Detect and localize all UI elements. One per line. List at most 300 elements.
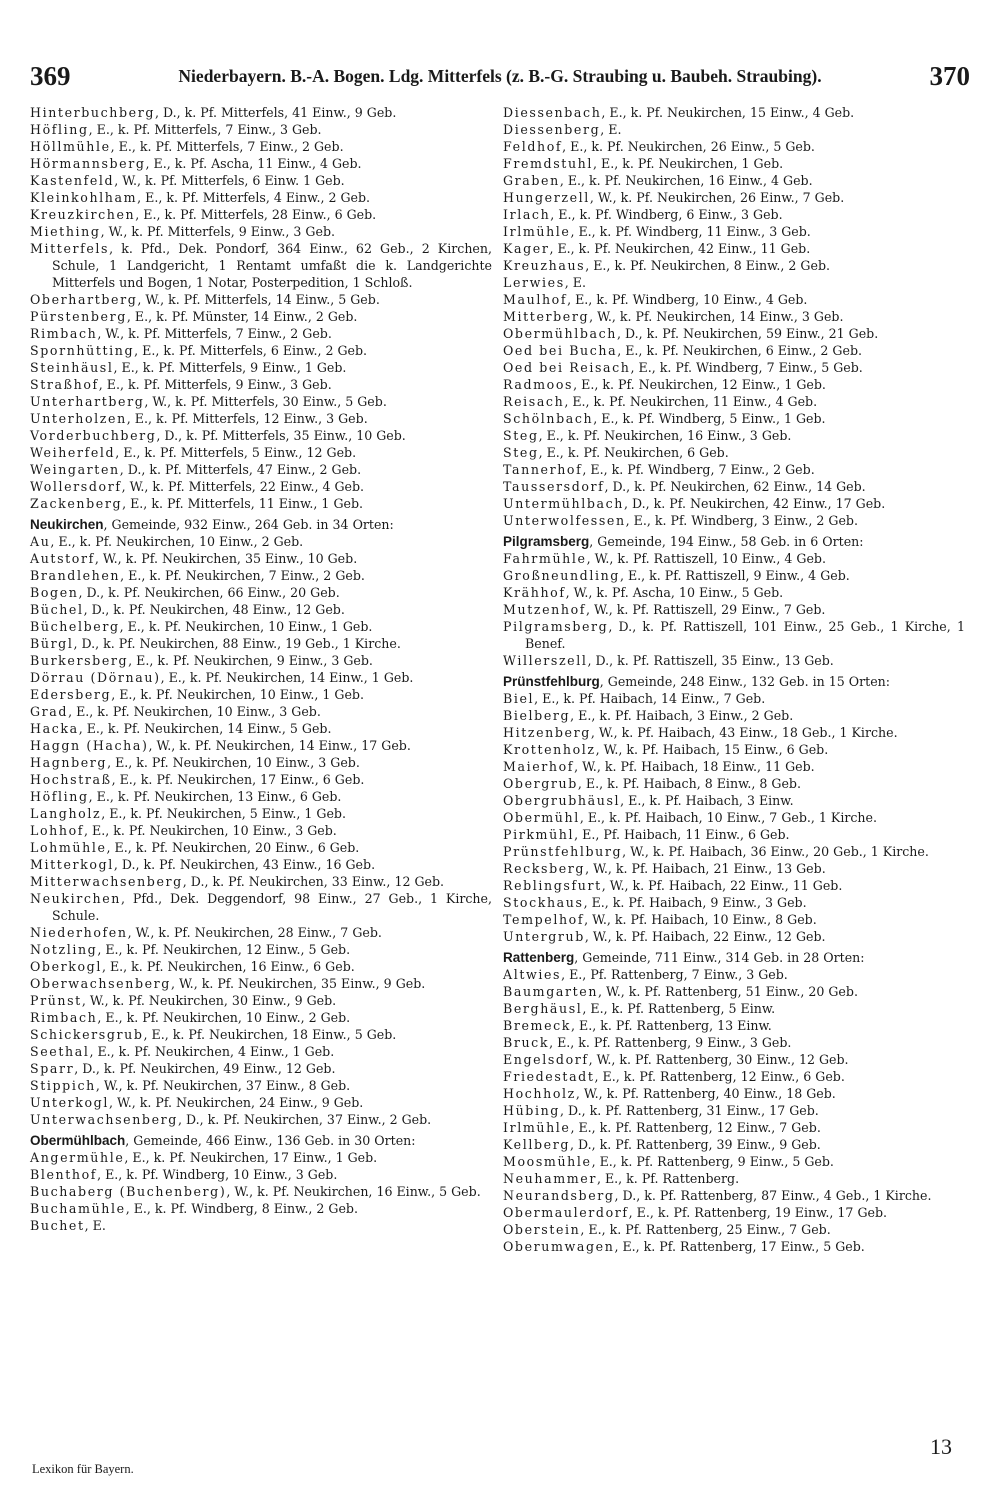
place-name: Tannerhof [503, 462, 583, 477]
place-details: , W., k. Pf. Neukirchen, 24 Einw., 9 Geb. [108, 1095, 364, 1110]
place-details: , E., k. Pf. Neukirchen, 18 Einw., 5 Geb. [143, 1027, 397, 1042]
place-details: , Gemeinde, 711 Einw., 314 Geb. in 28 Orten: [574, 950, 865, 965]
place-details: , E., k. Pf. Mitterfels, 7 Einw., 3 Geb. [88, 122, 322, 137]
place-details: , E., k. Pf. Neukirchen, 16 Einw., 4 Geb. [559, 173, 813, 188]
place-name: Burkersberg [30, 653, 129, 668]
place-name: Engelsdorf [503, 1052, 589, 1067]
place-details: , W., k. Pf. Neukirchen, 26 Einw., 7 Geb. [589, 190, 845, 205]
place-name: Krähhof [503, 585, 566, 600]
place-name: Irlmühle [503, 224, 571, 239]
gazetteer-entry [30, 393, 492, 410]
place-name: Friedestadt [503, 1069, 595, 1084]
place-name: Neukirchen [30, 891, 121, 906]
place-details: , E., k. Pf. Rattenberg, 9 Einw., 5 Geb. [591, 1154, 834, 1169]
gazetteer-entry [30, 1043, 492, 1060]
gazetteer-entry [30, 737, 492, 754]
place-name: Prünstfehlburg [503, 674, 600, 689]
gazetteer-entry [30, 822, 492, 839]
place-details: , D., k. Pf. Mitterfels, 41 Einw., 9 Geb. [155, 105, 397, 120]
gazetteer-entry [503, 809, 965, 826]
place-details: , D., k. Pf. Rattenberg, 31 Einw., 17 Geb. [559, 1103, 819, 1118]
place-name: Hungerzell [503, 190, 590, 205]
place-details: , E., Pf. Haibach, 11 Einw., 6 Geb. [574, 827, 790, 842]
gazetteer-entry [503, 291, 965, 308]
gazetteer-entry [503, 1034, 965, 1051]
gazetteer-entry [503, 512, 965, 529]
gazetteer-entry [30, 1094, 492, 1111]
gazetteer-entry [30, 703, 492, 720]
place-details: , D., k. Pf. Neukirchen, 62 Einw., 14 Geb. [604, 479, 866, 494]
place-name: Fahrmühle [503, 551, 587, 566]
place-details: , W., k. Pf. Ascha, 10 Einw., 5 Geb. [565, 585, 784, 600]
place-details: , W., k. Pf. Mitterfels, 30 Einw., 5 Geb. [144, 394, 387, 409]
place-name: Obermühlbach [503, 326, 617, 341]
gazetteer-entry [503, 1136, 965, 1153]
place-name: Hochstraß [30, 772, 112, 787]
place-details: , E., k. Pf. Neukirchen, 5 Einw., 1 Geb. [101, 806, 346, 821]
place-name: Angermühle [30, 1150, 125, 1165]
gazetteer-entry [30, 1060, 492, 1077]
place-details: , D., k. Pf. Neukirchen, 37 Einw., 2 Geb. [177, 1112, 432, 1127]
gazetteer-entry [30, 410, 492, 427]
gazetteer-entry [30, 444, 492, 461]
place-name: Großneundling [503, 568, 620, 583]
place-details: , E., k. Pf. Neukirchen, 14 Einw., 5 Geb. [78, 721, 332, 736]
gazetteer-entry [30, 924, 492, 941]
place-details: , W., k. Pf. Rattenberg, 30 Einw., 12 Geb. [588, 1052, 849, 1067]
gazetteer-entry [503, 550, 965, 567]
place-details: , E., k. Pf. Neukirchen, 8 Einw., 2 Geb. [585, 258, 831, 273]
place-name: Hinterbuchberg [30, 105, 155, 120]
place-name: Unterwolfessen [503, 513, 626, 528]
gazetteer-entry [30, 359, 492, 376]
gazetteer-entry [30, 1077, 492, 1094]
place-details: , W., k. Pf. Mitterfels, 6 Einw. 1 Geb. [114, 173, 345, 188]
gazetteer-entry [503, 444, 965, 461]
place-details: , W., k. Pf. Rattenberg, 40 Einw., 18 Geb. [575, 1086, 836, 1101]
place-details: , E., k. Pf. Rattenberg, 12 Einw., 6 Geb. [594, 1069, 845, 1084]
place-name: Rattenberg [503, 950, 575, 965]
place-name: Kleinkohlham [30, 190, 138, 205]
place-details: , E., k. Pf. Neukirchen, 14 Einw., 1 Geb. [160, 670, 414, 685]
place-name: Obergrubhäusl [503, 793, 621, 808]
place-details: , E., k. Pf. Rattenberg, 12 Einw., 7 Geb. [570, 1120, 821, 1135]
place-name: Unterholzen [30, 411, 127, 426]
place-details: , E., k. Pf. Neukirchen, 13 Einw., 6 Geb. [88, 789, 342, 804]
place-details: , W., k. Pf. Neukirchen, 37 Einw., 8 Geb. [95, 1078, 351, 1093]
place-name: Mitterfels [30, 241, 110, 256]
place-name: Mutzenhof [503, 602, 587, 617]
place-details: , E., k. Pf. Windberg, 8 Einw., 2 Geb. [125, 1201, 358, 1216]
place-details: , D., k. Pf. Neukirchen, 48 Einw., 12 Geb. [83, 602, 345, 617]
place-details: , W., k. Pf. Mitterfels, 22 Einw., 4 Geb. [121, 479, 365, 494]
place-details: , E., k. Pf. Neukirchen, 10 Einw., 2 Geb. [50, 534, 304, 549]
place-details: , E., k. Pf. Mitterfels, 28 Einw., 6 Geb. [135, 207, 377, 222]
gazetteer-entry [30, 941, 492, 958]
gazetteer-entry [503, 1017, 965, 1034]
place-details: , W., k. Pf. Haibach, 36 Einw., 20 Geb., 1 Kirche. [622, 844, 929, 859]
place-details: , W., k. Pf. Neukirchen, 30 Einw., 9 Geb. [81, 993, 337, 1008]
place-details: , E., k. Pf. Ascha, 11 Einw., 4 Geb. [145, 156, 362, 171]
place-name: Reisach [503, 394, 565, 409]
place-name: Irlmühle [503, 1120, 571, 1135]
place-details: , E., k. Pf. Haibach, 8 Einw., 8 Geb. [577, 776, 801, 791]
place-name: Brandlehen [30, 568, 121, 583]
place-details: , E., k. Pf. Neukirchen, 4 Einw., 1 Geb. [89, 1044, 335, 1059]
place-name: Radmoos [503, 377, 574, 392]
place-details: , E., k. Pf. Mitterfels, 12 Einw., 3 Geb. [126, 411, 368, 426]
place-name: Stockhaus [503, 895, 584, 910]
place-name: Diessenbach [503, 105, 602, 120]
municipality-heading [503, 949, 965, 966]
gazetteer-entry [503, 240, 965, 257]
place-details: , E., k. Pf. Neukirchen, 17 Einw., 1 Geb. [124, 1150, 378, 1165]
place-details: , E., k. Pf. Haibach, 3 Einw., 2 Geb. [570, 708, 794, 723]
place-name: Hörmannsberg [30, 156, 146, 171]
place-name: Diessenberg [503, 122, 601, 137]
place-details: , E., k. Pf. Neukirchen, 10 Einw., 1 Geb. [111, 687, 364, 702]
gazetteer-entry [30, 1200, 492, 1217]
place-name: Au [30, 534, 51, 549]
place-details: , Gemeinde, 248 Einw., 132 Geb. in 15 Orten: [599, 674, 890, 689]
place-details: , W., k. Pf. Haibach, 43 Einw., 18 Geb., 1 Kirche. [590, 725, 898, 740]
gazetteer-entry [30, 1217, 492, 1234]
place-details: , W., k. Pf. Neukirchen, 16 Einw., 5 Geb. [226, 1184, 481, 1199]
gazetteer-entry [503, 138, 965, 155]
place-details: , E., k. Pf. Haibach, 14 Einw., 7 Geb. [534, 691, 766, 706]
place-name: Weiherfeld [30, 445, 116, 460]
place-name: Moosmühle [503, 1154, 592, 1169]
gazetteer-entry [30, 1183, 492, 1200]
place-details: , E., k. Pf. Mitterfels, 5 Einw., 12 Geb. [115, 445, 357, 460]
gazetteer-entry [503, 1085, 965, 1102]
gazetteer-entry [503, 724, 965, 741]
place-details: , E., k. Pf. Windberg, 7 Einw., 5 Geb. [630, 360, 863, 375]
gazetteer-entry [30, 495, 492, 512]
place-details: , E., k. Pf. Neukirchen, 10 Einw., 3 Geb. [107, 755, 360, 770]
place-details: , E., k. Pf. Mitterfels, 9 Einw., 1 Geb. [113, 360, 347, 375]
gazetteer-entry [30, 138, 492, 155]
place-name: Straßhof [30, 377, 99, 392]
place-name: Taussersdorf [503, 479, 605, 494]
place-details: , Gemeinde, 932 Einw., 264 Geb. in 34 Orten: [103, 517, 394, 532]
place-name: Reblingsfurt [503, 878, 602, 893]
gazetteer-entry [30, 754, 492, 771]
place-details: , k. Pfd., Dek. Pondorf, 364 Einw., 62 Geb., 2 Kirchen, Schule, 1 Landgericht, 1 Rentamt umfaßt die k. Landgerichte Mitterfels und Bogen, 1 Notar, Posterpedition, 1 Schloß. [52, 241, 492, 290]
gazetteer-entry [30, 121, 492, 138]
gazetteer-entry [503, 342, 965, 359]
place-name: Oberumwagen [503, 1239, 615, 1254]
place-name: Neurandsberg [503, 1188, 615, 1203]
place-name: Bogen [30, 585, 79, 600]
place-details: , E., k. Pf. Rattenberg. [596, 1171, 740, 1186]
place-details: , E., k. Pf. Windberg, 5 Einw., 1 Geb. [593, 411, 826, 426]
gazetteer-entry [30, 601, 492, 618]
gazetteer-entry [30, 788, 492, 805]
gazetteer-entry [503, 325, 965, 342]
gazetteer-entry [503, 707, 965, 724]
municipality-heading [30, 516, 492, 533]
place-name: Stippich [30, 1078, 96, 1093]
place-name: Notzling [30, 942, 98, 957]
place-name: Unterwachsenberg [30, 1112, 178, 1127]
place-name: Haggn (Hacha) [30, 738, 149, 753]
gazetteer-entry [503, 376, 965, 393]
place-name: Untergrub [503, 929, 585, 944]
place-name: Hübing [503, 1103, 560, 1118]
place-details: , Pfd., Dek. Deggendorf, 98 Einw., 27 Geb., 1 Kirche, Schule. [52, 891, 492, 923]
place-details: , E., k. Pf. Mitterfels, 4 Einw., 2 Geb. [137, 190, 371, 205]
place-name: Wollersdorf [30, 479, 122, 494]
place-name: Graben [503, 173, 560, 188]
place-details: , W., k. Pf. Rattiszell, 10 Einw., 4 Geb. [586, 551, 826, 566]
gazetteer-entry [503, 1119, 965, 1136]
place-name: Kreuzkirchen [30, 207, 136, 222]
place-name: Miething [30, 224, 101, 239]
gazetteer-entry [30, 652, 492, 669]
place-details: , Gemeinde, 466 Einw., 136 Geb. in 30 Orten: [125, 1133, 416, 1148]
place-details: , D., k. Pf. Neukirchen, 43 Einw., 16 Geb. [113, 857, 376, 872]
place-name: Bruck [503, 1035, 550, 1050]
place-details: , W., k. Pf. Neukirchen, 14 Einw., 3 Geb. [589, 309, 844, 324]
place-details: , E., k. Pf. Rattiszell, 9 Einw., 4 Geb. [619, 568, 850, 583]
place-details: , E., k. Pf. Haibach, 10 Einw., 7 Geb., 1 Kirche. [579, 810, 878, 825]
place-details: , W., k. Pf. Haibach, 22 Einw., 12 Geb. [584, 929, 826, 944]
municipality-heading [503, 673, 965, 690]
gazetteer-entry [30, 172, 492, 189]
place-details: , D., k. Pf. Neukirchen, 66 Einw., 20 Geb. [78, 585, 340, 600]
place-details: , W., k. Pf. Haibach, 18 Einw., 11 Geb. [574, 759, 815, 774]
place-name: Buchaberg (Buchenberg) [30, 1184, 227, 1199]
place-name: Oberkogl [30, 959, 102, 974]
gazetteer-entry [503, 1170, 965, 1187]
place-name: Unterkogl [30, 1095, 109, 1110]
gazetteer-entry [30, 686, 492, 703]
gazetteer-entry [30, 856, 492, 873]
place-details: , E., k. Pf. Neukirchen, 1 Geb. [593, 156, 784, 171]
place-name: Oed bei Bucha [503, 343, 618, 358]
gazetteer-entry [503, 410, 965, 427]
place-details: , E., k. Pf. Neukirchen, 42 Einw., 11 Geb. [549, 241, 811, 256]
place-details: , E., k. Pf. Haibach, 9 Einw., 3 Geb. [583, 895, 807, 910]
gazetteer-entry [30, 427, 492, 444]
place-details: , E., k. Pf. Rattenberg, 5 Einw. [582, 1001, 776, 1016]
place-details: , W., k. Pf. Haibach, 10 Einw., 8 Geb. [584, 912, 817, 927]
place-name: Obergrub [503, 776, 578, 791]
gazetteer-entry [503, 1238, 965, 1255]
place-name: Lohmühle [30, 840, 107, 855]
place-details: , E., k. Pf. Neukirchen, 6 Geb. [538, 445, 729, 460]
gazetteer-entry [503, 792, 965, 809]
place-name: Steg [503, 445, 539, 460]
place-name: Büchel [30, 602, 84, 617]
place-name: Obermaulerdorf [503, 1205, 629, 1220]
place-details: , D., k. Pf. Rattenberg, 87 Einw., 4 Geb., 1 Kirche. [614, 1188, 932, 1203]
place-details: , W., k. Pf. Neukirchen, 28 Einw., 7 Geb. [127, 925, 382, 940]
gazetteer-entry [503, 172, 965, 189]
place-name: Bürgl [30, 636, 74, 651]
place-details: , E., k. Pf. Mitterfels, 6 Einw., 2 Geb. [134, 343, 368, 358]
gazetteer-entry [503, 495, 965, 512]
place-details: , E., k. Pf. Neukirchen, 6 Einw., 2 Geb. [617, 343, 863, 358]
page-number-left: 369 [30, 60, 71, 91]
place-name: Mitterkogl [30, 857, 114, 872]
place-details: , E., k. Pf. Mitterfels, 11 Einw., 1 Geb. [122, 496, 364, 511]
gazetteer-entry [503, 1221, 965, 1238]
gazetteer-entry [30, 189, 492, 206]
place-name: Untermühlbach [503, 496, 624, 511]
place-details: , W., k. Pf. Mitterfels, 7 Einw., 2 Geb. [97, 326, 332, 341]
gazetteer-entry [30, 1009, 492, 1026]
place-name: Oed bei Reisach [503, 360, 631, 375]
place-name: Spornhütting [30, 343, 135, 358]
gazetteer-entry [503, 1102, 965, 1119]
place-name: Neuhammer [503, 1171, 597, 1186]
place-name: Blenthof [30, 1167, 98, 1182]
gazetteer-entry [503, 894, 965, 911]
place-details: , W., k. Pf. Haibach, 15 Einw., 6 Geb. [595, 742, 829, 757]
place-name: Zackenberg [30, 496, 123, 511]
place-name: Höfling [30, 789, 89, 804]
place-details: , E., k. Pf. Neukirchen, 16 Einw., 6 Geb. [101, 959, 355, 974]
municipality-heading [30, 1132, 492, 1149]
place-name: Oberstein [503, 1222, 581, 1237]
gazetteer-entry [30, 771, 492, 788]
place-name: Mitterwachsenberg [30, 874, 183, 889]
page-header [30, 54, 970, 98]
place-details: , D., k. Pf. Neukirchen, 59 Einw., 21 Geb. [617, 326, 879, 341]
place-name: Altwies [503, 967, 562, 982]
place-name: Prünst [30, 993, 82, 1008]
municipality-heading [503, 533, 965, 550]
place-details: , E., k. Pf. Windberg, 10 Einw., 3 Geb. [97, 1167, 338, 1182]
place-details: , E., k. Pf. Neukirchen, 10 Einw., 2 Geb. [97, 1010, 351, 1025]
gazetteer-entry [503, 155, 965, 172]
place-name: Irlach [503, 207, 551, 222]
gazetteer-entry [503, 877, 965, 894]
place-details: , E., k. Pf. Neukirchen, 10 Einw., 3 Geb. [68, 704, 321, 719]
place-name: Kastenfeld [30, 173, 115, 188]
place-name: Unterhartberg [30, 394, 145, 409]
place-name: Kager [503, 241, 550, 256]
place-name: Pürstenberg [30, 309, 127, 324]
place-details: , E., k. Pf. Windberg, 7 Einw., 2 Geb. [582, 462, 815, 477]
gazetteer-entry [503, 257, 965, 274]
place-name: Lerwies [503, 275, 565, 290]
place-name: Schickersgrub [30, 1027, 144, 1042]
place-name: Weingarten [30, 462, 120, 477]
place-details: , W., k. Pf. Rattiszell, 29 Einw., 7 Geb. [586, 602, 826, 617]
gazetteer-entry [503, 478, 965, 495]
place-name: Lohhof [30, 823, 85, 838]
gazetteer-entry [30, 975, 492, 992]
place-details: , E., k. Pf. Neukirchen, 10 Einw., 1 Geb. [119, 619, 373, 634]
place-name: Obermühlbach [30, 1133, 126, 1148]
place-details: , E., k. Pf. Neukirchen, 20 Einw., 6 Geb. [106, 840, 360, 855]
place-name: Feldhof [503, 139, 563, 154]
place-name: Kreuzhaus [503, 258, 586, 273]
place-name: Höfling [30, 122, 89, 137]
gazetteer-entry [30, 584, 492, 601]
gazetteer-entry [503, 206, 965, 223]
place-details: , D., k. Pf. Rattiszell, 35 Einw., 13 Geb. [587, 653, 834, 668]
gazetteer-entry [503, 308, 965, 325]
gazetteer-entry [30, 873, 492, 890]
place-details: , D., k. Pf. Rattenberg, 39 Einw., 9 Geb. [569, 1137, 821, 1152]
place-details: , E., k. Pf. Rattenberg, 9 Einw., 3 Geb. [549, 1035, 792, 1050]
gazetteer-entry [503, 104, 965, 121]
place-details: , D., k. Pf. Neukirchen, 33 Einw., 12 Geb. [182, 874, 445, 889]
place-details: , E. [564, 275, 586, 290]
place-details: , E., k. Pf. Rattenberg, 13 Einw. [571, 1018, 772, 1033]
place-name: Langholz [30, 806, 102, 821]
gazetteer-entry [503, 567, 965, 584]
gazetteer-entry [30, 206, 492, 223]
gazetteer-entry [30, 890, 492, 924]
place-details: , E., k. Pf. Mitterfels, 9 Einw., 3 Geb. [98, 377, 332, 392]
gazetteer-entry [503, 618, 965, 652]
place-details: , W., k. Pf. Rattenberg, 51 Einw., 20 Geb. [598, 984, 858, 999]
gazetteer-entry [30, 342, 492, 359]
place-details: , E., k. Pf. Windberg, 3 Einw., 2 Geb. [625, 513, 858, 528]
place-details: , E., k. Pf. Mitterfels, 7 Einw., 2 Geb. [110, 139, 344, 154]
place-name: Hacka [30, 721, 79, 736]
gazetteer-entry [503, 189, 965, 206]
place-name: Neukirchen [30, 517, 104, 532]
place-name: Schölnbach [503, 411, 594, 426]
place-name: Kellberg [503, 1137, 570, 1152]
place-details: , W., k. Pf. Mitterfels, 14 Einw., 5 Geb. [137, 292, 380, 307]
place-name: Mitterberg [503, 309, 590, 324]
place-details: , E., k. Pf. Windberg, 6 Einw., 3 Geb. [550, 207, 783, 222]
place-name: Prünstfehlburg [503, 844, 623, 859]
gazetteer-entry [503, 826, 965, 843]
gazetteer-entry [503, 1068, 965, 1085]
gazetteer-entry [503, 461, 965, 478]
gazetteer-entry [30, 635, 492, 652]
place-details: , E., k. Pf. Windberg, 10 Einw., 4 Geb. [567, 292, 808, 307]
place-details: , E., k. Pf. Windberg, 11 Einw., 3 Geb. [570, 224, 811, 239]
place-details: , E., k. Pf. Haibach, 3 Einw. [620, 793, 794, 808]
place-name: Krottenholz [503, 742, 596, 757]
place-details: , D., k. Pf. Neukirchen, 42 Einw., 17 Geb. [623, 496, 886, 511]
place-details: , W., k. Pf. Neukirchen, 35 Einw., 9 Geb. [170, 976, 426, 991]
place-name: Büchelberg [30, 619, 120, 634]
gazetteer-entry [30, 533, 492, 550]
gazetteer-entry [30, 155, 492, 172]
place-name: Obermühl [503, 810, 580, 825]
gazetteer-entry [30, 1111, 492, 1128]
place-details: , E., k. Pf. Neukirchen, 10 Einw., 3 Geb. [84, 823, 337, 838]
place-details: , D., k. Pf. Mitterfels, 47 Einw., 2 Geb. [119, 462, 362, 477]
place-name: Tempelhof [503, 912, 585, 927]
gazetteer-entry [503, 843, 965, 860]
place-details: , E., k. Pf. Neukirchen, 11 Einw., 4 Geb. [564, 394, 818, 409]
gazetteer-entry [503, 860, 965, 877]
gazetteer-entry [30, 291, 492, 308]
place-details: , E., k. Pf. Neukirchen, 9 Einw., 3 Geb. [128, 653, 373, 668]
gazetteer-entry [503, 652, 965, 669]
gazetteer-entry [30, 223, 492, 240]
place-name: Pilgramsberg [503, 619, 609, 634]
place-name: Baumgarten [503, 984, 599, 999]
place-details: , W., k. Pf. Neukirchen, 14 Einw., 17 Geb. [148, 738, 411, 753]
gazetteer-entry [30, 104, 492, 121]
place-details: , E., k. Pf. Neukirchen, 15 Einw., 4 Geb. [601, 105, 855, 120]
gazetteer-entry [503, 584, 965, 601]
gazetteer-entry [503, 690, 965, 707]
gazetteer-entry [503, 741, 965, 758]
